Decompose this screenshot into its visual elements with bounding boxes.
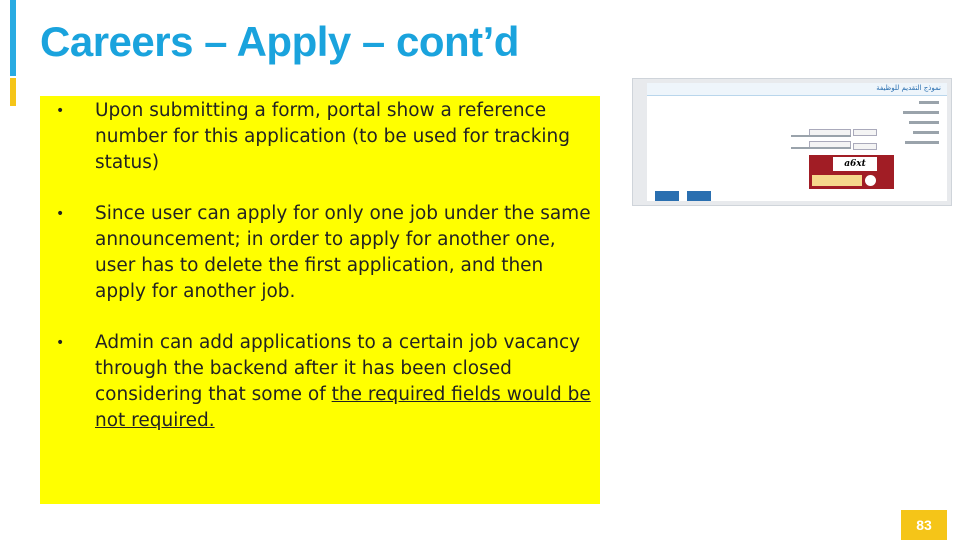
bullet-marker: • [56,103,65,119]
refresh-icon [865,175,876,186]
screenshot-form-line [913,131,939,134]
accent-bar-bottom [10,78,16,106]
screenshot-captcha [809,155,894,189]
bullet-text: Since user can apply for only one job under the same announcement; in order to apply for another one, user has to delete the first application, and then apply for another job. [95,203,591,302]
screenshot-button [687,191,711,201]
screenshot-content [647,83,947,201]
bullet-list [40,98,600,459]
bullet-item [40,98,600,176]
bullet-text: Admin can add applications to a certain job vacancy through the backend after it has been closed considering that some of [95,332,581,405]
captcha-image: a6xt [833,157,877,171]
screenshot-form-line [903,111,939,114]
bullet-item [40,330,600,434]
bullet-marker: • [56,335,65,351]
content-box [40,96,600,504]
bullet-text: Upon submitting a form, portal show a reference number for this application (to be used for tracking status) [95,100,571,173]
screenshot-header [647,83,947,96]
application-form-screenshot [632,78,952,206]
screenshot-form-line [905,141,939,144]
screenshot-form-line [791,135,851,137]
screenshot-button [655,191,679,201]
screenshot-header-text: نموذج التقديم للوظيفة [876,84,941,92]
bullet-marker: • [56,206,65,222]
captcha-input [812,175,862,186]
page-number: 83 [901,510,947,540]
screenshot-form-line [919,101,939,104]
accent-bar-top [10,0,16,76]
screenshot-form-line [791,147,851,149]
slide-title: Careers – Apply – cont’d [40,18,519,65]
screenshot-browse-button [853,129,877,136]
bullet-text-underlined: the required fields would be not required. [95,384,591,431]
screenshot-browse-button [853,143,877,150]
screenshot-form-line [909,121,939,124]
bullet-item [40,201,600,305]
